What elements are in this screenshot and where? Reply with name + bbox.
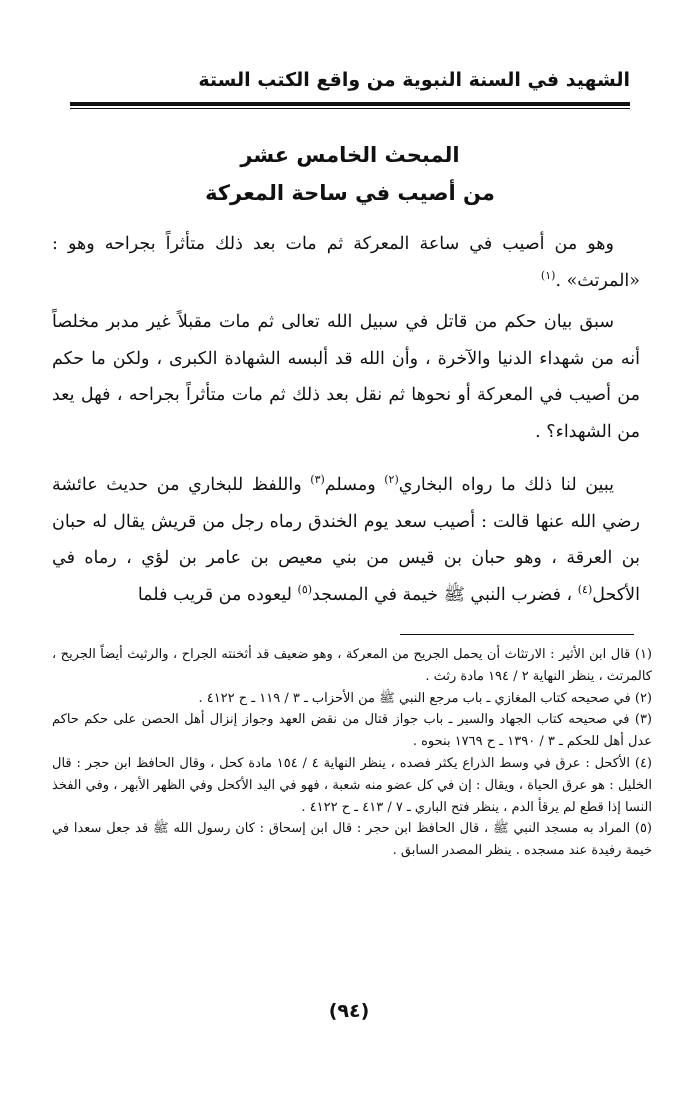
paragraph-3-text-d: ، فضرب النبي ﷺ خيمة في المسجد xyxy=(312,584,578,605)
paragraph-2-text: سبق بيان حكم من قاتل في سبيل الله تعالى ثم مات مقبلاً غير مدبر مخلصاً أنه من شهداء الدنيا والآخرة ، وأن الله قد ألبسه الشهادة الكبرى ، ولكن ما حكم من أصيب في المعركة أو نحوها ثم نقل بعد ذلك ثم مات متأثراً بجراحه ، فهل يعد من الشهداء؟ . xyxy=(52,312,640,442)
footnote-3: (٣) في صحيحه كتاب الجهاد والسير ـ باب جواز قتال من نقض العهد وجواز إنزال أهل الحصن على حكم حاكم عدل أهل للحكم ـ ٣ / ١٣٩٠ ـ ح ١٧٦٩ بنحوه . xyxy=(52,712,652,750)
paragraph-3-text-a: يبين لنا ذلك ما رواه البخاري xyxy=(398,475,614,495)
header-rule-thin xyxy=(70,108,630,109)
paragraph-3-text-e: ليعوده من قريب فلما xyxy=(137,584,298,605)
footnote-separator xyxy=(400,634,634,635)
footnote-ref-1: (١) xyxy=(540,268,556,282)
running-head: الشهيد في السنة النبوية من واقع الكتب الستة xyxy=(198,69,630,91)
footnote-ref-3: (٣) xyxy=(310,473,325,487)
paragraph-1 xyxy=(52,226,640,299)
section-subtitle: من أصيب في ساحة المعركة xyxy=(205,181,495,205)
paragraph-3-text-b: ومسلم xyxy=(324,475,385,495)
page-number: (٩٤) xyxy=(328,1000,370,1022)
footnote-ref-2: (٢) xyxy=(384,473,399,487)
footnote-5: (٥) المراد به مسجد النبي ﷺ ، قال الحافظ ابن حجر : قال ابن إسحاق : كان رسول الله ﷺ قد جعل سعدا في خيمة رفيدة عند مسجده . ينظر المصدر السابق . xyxy=(52,821,652,859)
header-rule-thick xyxy=(70,102,630,106)
paragraph-3-text-c: واللفظ للبخاري من حديث عائشة رضي الله عنها قالت : أصيب سعد يوم الخندق رماه رجل من قريش يقال له حبان بن العرقة ، وهو حبان بن قيس من بني معيص بن عامر بن لؤي ، رماه في الأكحل xyxy=(52,475,640,605)
paragraph-3 xyxy=(52,467,640,613)
footnotes xyxy=(52,644,652,862)
paragraph-1-text: وهو من أصيب في ساعة المعركة ثم مات بعد ذلك متأثراً بجراحه وهو : «المرتث» . xyxy=(52,234,640,291)
footnote-2: (٢) في صحيحه كتاب المغازي ـ باب مرجع النبي ﷺ من الأحزاب ـ ٣ / ١١٩ ـ ح ٤١٢٢ . xyxy=(198,690,652,706)
footnote-4: (٤) الأكحل : عرق في وسط الذراع يكثر فصده ، ينظر النهاية ٤ / ١٥٤ مادة كحل ، وقال الحافظ ابن حجر : قال الخليل : هو عرق الحياة ، ويقال : إن في كل عضو منه شعبة ، فهو في اليد الأكحل وفي الظهر الأبهر ، وفي الفخذ النسا إذا قطع لم يرقأ الدم ، ينظر فتح الباري ـ ٧ / ٤١٣ ـ ح ٤١٢٢ . xyxy=(52,755,652,815)
footnote-ref-4: (٤) xyxy=(577,582,593,596)
section-title: المبحث الخامس عشر xyxy=(240,143,460,167)
paragraph-2 xyxy=(52,304,640,450)
footnote-ref-5: (٥) xyxy=(297,582,313,596)
footnote-1: (١) قال ابن الأثير : الارتثاث أن يحمل الجريح من المعركة ، وهو ضعيف قد أثخنته الجراح ، والرثيث أيضاً الجريح ، كالمرتث ، ينظر النهاية ٢ / ١٩٤ مادة رثث . xyxy=(52,647,652,684)
